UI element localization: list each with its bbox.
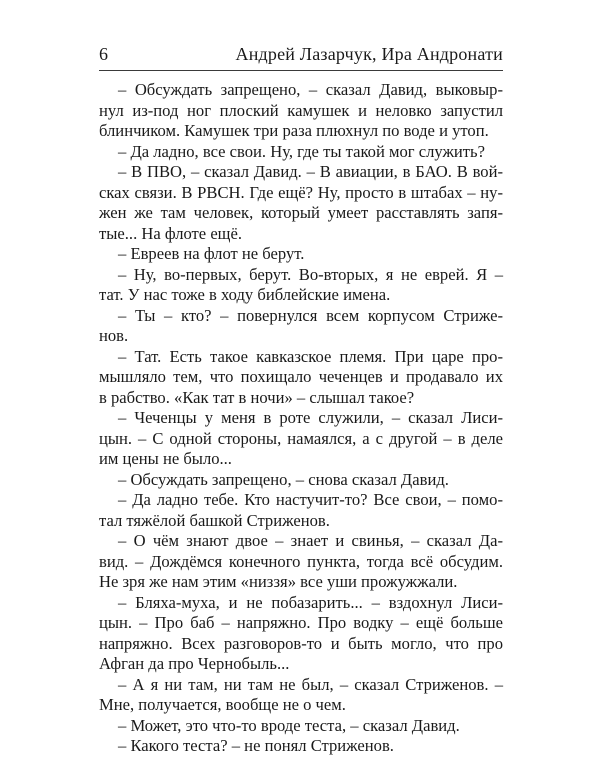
text-line: – Чеченцы у меня в роте служили, – сказал Лиси-	[118, 408, 503, 427]
page-number: 6	[99, 44, 108, 64]
text-line: мышляло тем, что похищало чеченцев и продавало их	[99, 367, 503, 386]
paragraph	[99, 490, 503, 531]
text-line: тал тяжёлой башкой Стриженов.	[99, 510, 330, 530]
paragraph	[99, 736, 503, 757]
text-line: напряжно. Всех разговоров-то и быть могло, что про	[99, 633, 503, 653]
text-line: им цены не было...	[99, 449, 232, 468]
text-line: нул из-под ног плоский камушек и неловко запустил	[99, 100, 503, 120]
text-line: жен же там человек, который умеет расставлять запя-	[99, 203, 503, 222]
text-line: тые... На флоте ещё.	[99, 223, 242, 243]
paragraph	[99, 142, 503, 163]
text-line: сках связи. В РВСН. Где ещё? Ну, просто в штабах – ну-	[99, 182, 503, 202]
text-line: Афган да про Чернобыль...	[99, 654, 290, 673]
text-line: тат. У нас тоже в ходу библейские имена.	[99, 285, 391, 304]
text-line: – Тат. Есть такое кавказское племя. При царе про-	[118, 346, 503, 366]
text-line: – Да ладно, все свои. Ну, где ты такой мог служить?	[118, 141, 485, 161]
paragraph	[99, 306, 503, 347]
paragraph	[99, 716, 503, 737]
text-line: – Евреев на флот не берут.	[118, 244, 305, 263]
text-line: – Да ладно тебе. Кто настучит-то? Все свои, – помо-	[118, 490, 503, 509]
paragraph	[99, 470, 503, 491]
text-line: Мне, получается, вообще не о чем.	[99, 695, 346, 714]
text-line: в рабство. «Как тат в ночи» – слышал такое?	[99, 387, 415, 407]
text-line: цын. – С одной стороны, намаялся, а с другой – в деле	[99, 428, 503, 448]
paragraph	[99, 675, 503, 716]
running-head: Андрей Лазарчук, Ира Андронати	[235, 44, 503, 64]
paragraph	[99, 408, 503, 470]
paragraph	[99, 244, 503, 265]
paragraph	[99, 265, 503, 306]
text-line: – Ты – кто? – повернулся всем корпусом Стриже-	[118, 305, 503, 325]
page-header	[99, 42, 503, 66]
text-line: – О чём знают двое – знает и свинья, – сказал Да-	[118, 531, 503, 550]
paragraph	[99, 347, 503, 409]
text-line: – В ПВО, – сказал Давид. – В авиации, в БАО. В вой-	[118, 162, 503, 181]
paragraph	[99, 80, 503, 142]
text-line: – Обсуждать запрещено, – снова сказал Давид.	[118, 469, 449, 489]
text-line: – Ну, во-первых, берут. Во-вторых, я не еврей. Я –	[118, 264, 503, 284]
paragraph	[99, 593, 503, 675]
paragraph	[99, 531, 503, 593]
text-line: блинчиком. Камушек три раза плюхнул по воде и утоп.	[99, 121, 489, 140]
text-line: вид. – Дождёмся конечного пункта, тогда всё обсудим.	[99, 551, 503, 571]
text-line: Не зря же нам этим «низзя» все уши прожужжали.	[99, 572, 458, 591]
text-line: – Обсуждать запрещено, – сказал Давид, выковыр-	[118, 80, 503, 99]
text-line: – А я ни там, ни там не был, – сказал Стриженов. –	[118, 674, 503, 694]
body-text	[99, 80, 503, 757]
text-line: – Может, это что-то вроде теста, – сказал Давид.	[118, 715, 460, 735]
text-line: – Бляха-муха, и не побазарить... – вздохнул Лиси-	[118, 592, 503, 612]
text-line: цын. – Про баб – напряжно. Про водку – ещё больше	[99, 613, 503, 632]
header-rule	[99, 70, 503, 71]
text-line: – Какого теста? – не понял Стриженов.	[118, 736, 394, 755]
text-line: нов.	[99, 326, 129, 345]
paragraph	[99, 162, 503, 244]
